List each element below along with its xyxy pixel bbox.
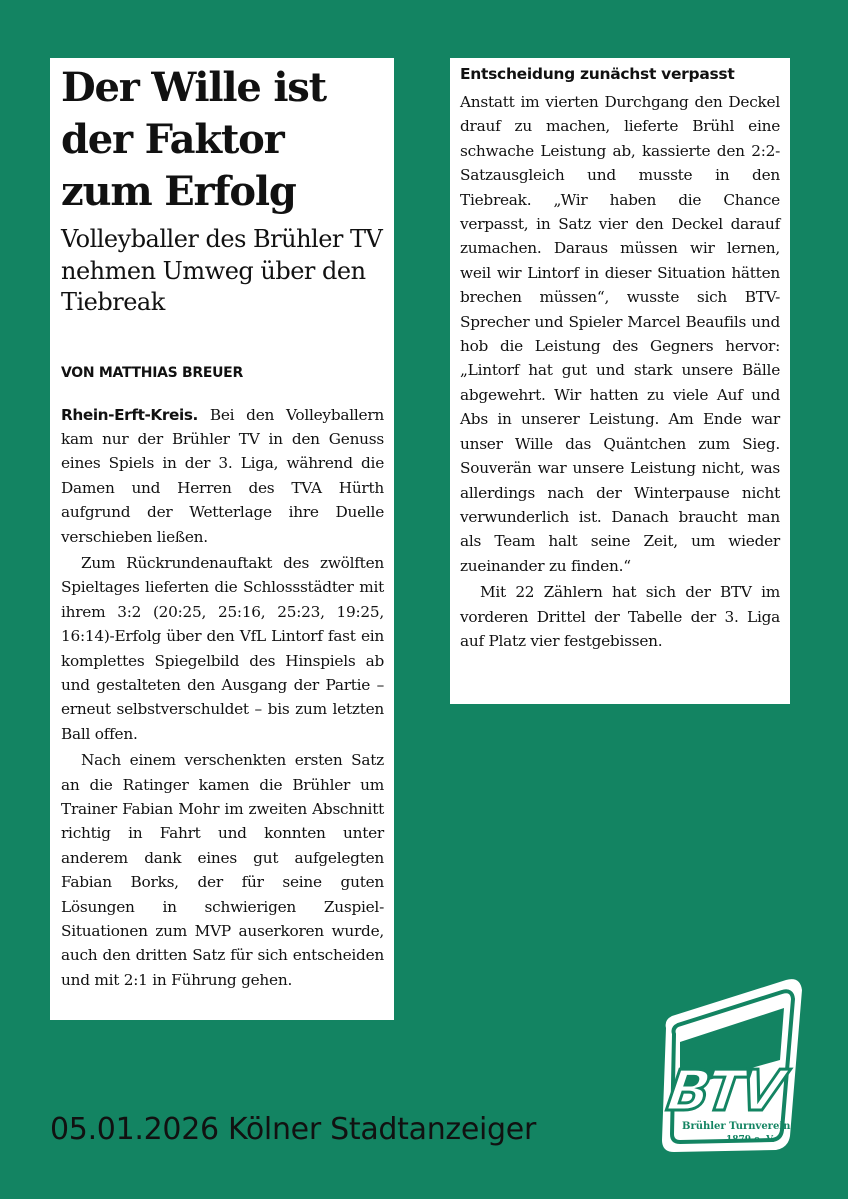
- source-caption: 05.01.2026 Kölner Stadtanzeiger: [50, 1112, 536, 1147]
- article-paragraph: Anstatt im vierten Durchgang den Deckel drauf zu machen, lieferte Brühl eine schwache Leistung ab, kassierte den 2:2-Satzausgleich und musste in den Tiebreak. „Wir haben die Chance verpasst, in Satz vier den Deckel darauf zumachen. Daraus müssen wir lernen, weil wir Lintorf in dieser Situation hätten brechen müssen“, wusste sich BTV-Sprecher und Spieler Marcel Beaufils und hob die Leistung des Gegners hervor: „Lintorf hat gut und stark unsere Bälle abgewehrt. Wir hatten zu viele Auf und Abs in unserer Leistung. Am Ende war unser Wille das Quäntchen zum Sieg. Souverän war unsere Leistung nicht, was allerdings nach der Winterpause nicht verwunderlich ist. Danach braucht man als Team halt seine Zeit, um wieder zueinander zu finden.“: [460, 93, 780, 575]
- article-clipping-right: [450, 58, 790, 704]
- article-paragraph: Mit 22 Zählern hat sich der BTV im vorderen Drittel der Tabelle der 3. Liga auf Platz vier festgebissen.: [460, 583, 780, 650]
- section-heading: Entscheidung zunächst verpasst: [460, 65, 735, 83]
- byline: VON MATTHIAS BREUER: [61, 364, 243, 381]
- article-clipping-left: [50, 58, 394, 1020]
- paragraph-text: Bei den Volleyballern kam nur der Brühler TV in den Genuss eines Spiels in der 3. Liga, während die Damen und Herren des TVA Hürth aufgrund der Wetterlage ihre Duelle verschieben ließen.: [61, 405, 384, 546]
- subheadline: Volleyballer des Brühler TV nehmen Umweg über den Tiebreak: [61, 225, 383, 316]
- article-paragraph: Zum Rückrundenauftakt des zwölften Spieltages lieferten die Schlossstädter mit ihrem 3:2 (20:25, 25:16, 25:23, 19:25, 16:14)-Erfolg über den VfL Lintorf fast ein komplettes Spiegelbild des Hinspiels ab und gestalteten den Ausgang der Partie – erneut selbstverschuldet – bis zum letzten Ball offen.: [61, 553, 384, 743]
- logo-club-name: Brühler Turnverein: [682, 1121, 791, 1132]
- article-paragraph: Nach einem verschenkten ersten Satz an die Ratinger kamen die Brühler um Trainer Fabian Mohr im zweiten Abschnitt richtig in Fahrt und konnten unter anderem dank eines gut aufgelegten Fabian Borks, der für seine guten Lösungen in schwierigen Zuspiel-Situationen zum MVP auserkoren wurde, auch den dritten Satz für sich entscheiden und mit 2:1 in Führung gehen.: [61, 751, 384, 989]
- dateline: Rhein-Erft-Kreis.: [61, 405, 198, 424]
- logo-founded: 1879 e. V.: [726, 1135, 775, 1145]
- headline: Der Wille ist der Faktor zum Erfolg: [61, 64, 326, 215]
- btv-logo: [654, 976, 804, 1156]
- logo-letters: BTV: [663, 1059, 785, 1124]
- article-paragraph: [61, 403, 384, 549]
